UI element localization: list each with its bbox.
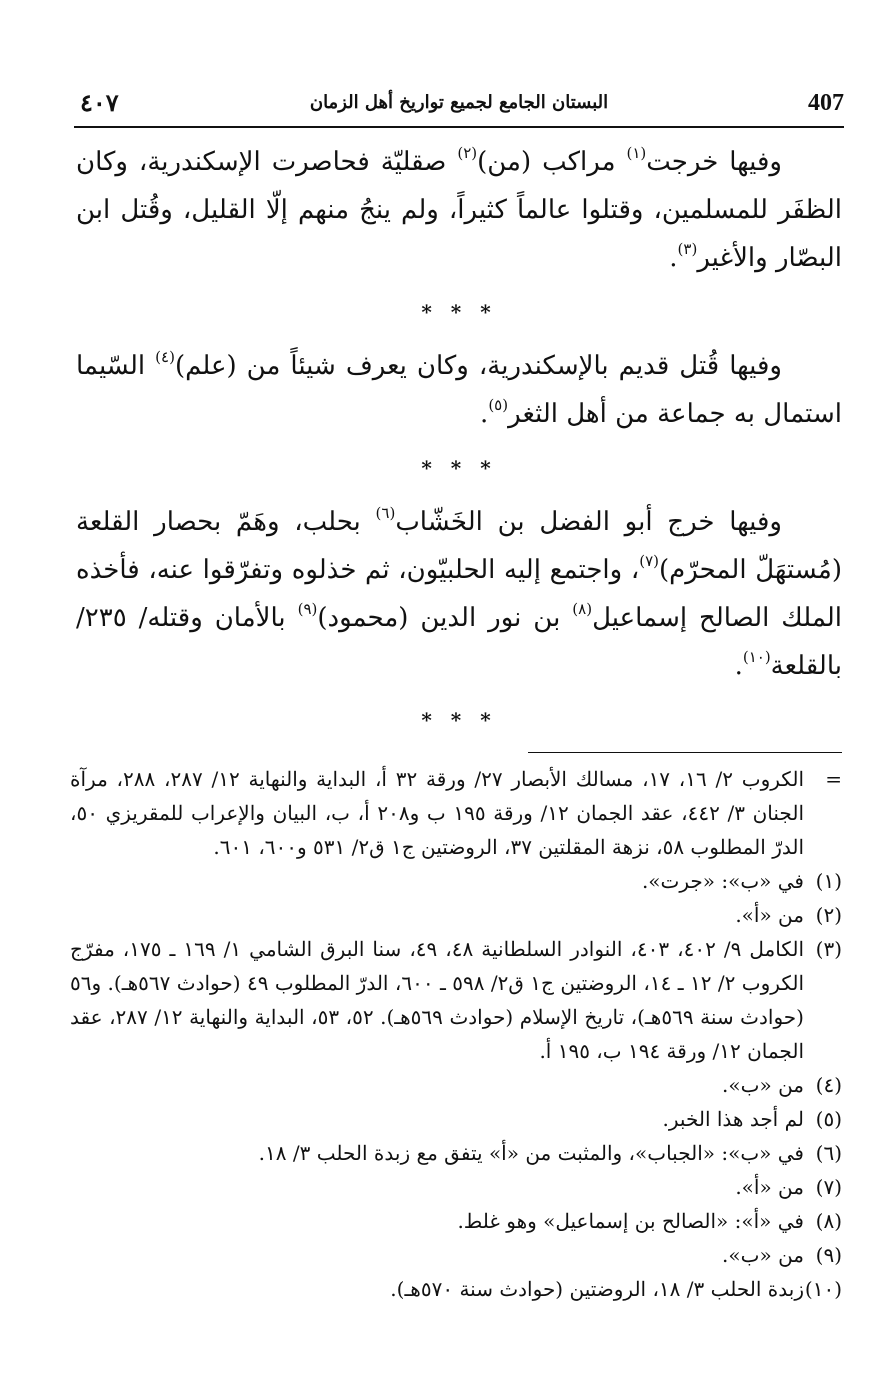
section-separator: * * * [421,300,497,324]
running-header [74,86,844,126]
footnote-mark: (٦) [815,1141,842,1165]
footnote-ref: (١) [626,144,647,162]
footnote-text: من «أ». [735,903,804,927]
footnote-text: الكروب ٢/ ١٦، ١٧، مسالك الأبصار ٢٧/ ورقة ٣٢ أ، البداية والنهاية ١٢/ ٢٨٧، ٢٨٨، مرآة الجنان ٣/ ٤٤٢، عقد الجمان ١٢/ ورقة ١٩٥ ب و٢٠٨ أ، ب، البيان والإعراب للمقريزي ٥٠، الدرّ المطلوب ٥٨، نزهة المقلتين ٣٧، الروضتين ج١ ق٢/ ٥٣١ و٦٠٠، ٦٠١. [70,767,804,859]
footnote-ref: (١٠) [742,648,771,666]
footnote-text: في «ب»: «الجباب»، والمثبت من «أ» يتفق مع زبدة الحلب ٣/ ١٨. [258,1141,804,1165]
book-title: البستان الجامع لجميع تواريخ أهل الزمان [309,92,609,113]
page-number-latin: 407 [808,90,844,116]
footnote [70,932,842,1068]
header-rule [74,126,844,128]
footnote-text: لم أجد هذا الخبر. [662,1107,804,1131]
section-separator: * * * [421,708,497,732]
footnote-text: الكامل ٩/ ٤٠٢، ٤٠٣، النوادر السلطانية ٤٨، ٤٩، سنا البرق الشامي ١/ ١٦٩ ـ ١٧٥، مفرّج الكروب ٢/ ١٢ ـ ١٤، الروضتين ج١ ق٢/ ٥٩٨ ـ ٦٠٠، الدرّ المطلوب ٤٩ (حوادث ٥٦٧هـ). و٥٦ (حوادث سنة ٥٦٩هـ)، تاريخ الإسلام (حوادث ٥٦٩هـ). ٥٢، ٥٣، البداية والنهاية ١٢/ ٢٨٧، عقد الجمان ١٢/ ورقة ١٩٤ ب، ١٩٥ أ. [70,937,805,1063]
footnote-text: في «ب»: «جرت». [641,869,804,893]
footnote [70,864,842,898]
footnote-text: من «ب». [722,1243,804,1267]
footnote-ref: (٢) [457,144,478,162]
paragraph-1: وفيها خرجت$^{(١)}$ مراكب (من)$^{(٢)}$ صقليّة فحاصرت الإسكندرية، وكان الظفَر للمسلمين، وقتلوا عالماً كثيراً، ولم ينجُ منهم إلّا القليل، وقُتل ابن البصّار والأغير$^{(٣)}$. [76,144,842,273]
footnote-mark: = [825,767,842,791]
main-text [76,138,842,750]
footnote [70,1238,842,1272]
paragraph-3: وفيها خرج أبو الفضل بن الخَشّاب$^{(٦)}$ بحلب، وهَمّ بحصار القلعة (مُستهَلّ المحرّم)$^{(٧)}$، واجتمع إليه الحلبيّون، ثم خذلوه وتفرّقوا عنه، فأخذه الملك الصالح إسماعيل$^{(٨)}$ بن نور الدين (محمود)$^{(٩)}$ بالأمان وقتله/ ٢٣٥/ بالقلعة$^{(١٠)}$. [76,504,843,681]
paragraph-2: وفيها قُتل قديم بالإسكندرية، وكان يعرف شيئاً من (علم)$^{(٤)}$ السّيما استمال به جماعة من أهل الثغر$^{(٥)}$. [76,348,842,429]
footnote-mark: (١٠) [804,1277,842,1301]
footnote-text: في «أ»: «الصالح بن إسماعيل» وهو غلط. [457,1209,804,1233]
footnote-text: زبدة الحلب ٣/ ١٨، الروضتين (حوادث سنة ٥٧٠هـ). [390,1277,804,1301]
footnote-mark: (٨) [815,1209,842,1233]
footnote-ref: (٧) [639,552,659,570]
footnote-mark: (٣) [815,937,842,961]
footnote-mark: (٧) [815,1175,842,1199]
footnote [70,898,842,932]
section-separator: * * * [421,456,497,480]
footnotes [70,762,842,1306]
page-number-arabic: ٤٠٧ [80,88,119,117]
footnote [70,1170,842,1204]
footnote [70,1136,842,1170]
footnote-mark: (٥) [815,1107,842,1131]
footnote-text: من «أ». [735,1175,804,1199]
footnote [70,1068,842,1102]
footnote-mark: (٢) [815,903,842,927]
footnote-ref: (٩) [297,600,318,618]
footnote-ref: (٤) [155,348,175,366]
footnote-text: من «ب». [722,1073,804,1097]
footnote-mark: (١) [815,869,842,893]
footnote-ref: (٣) [677,240,698,258]
footnote-mark: (٩) [815,1243,842,1267]
footnote-ref: (٥) [488,396,509,414]
footnote [70,762,842,864]
footnote [70,1204,842,1238]
footnote-ref: (٦) [375,504,396,522]
footnote [70,1272,842,1306]
footnote-mark: (٤) [815,1073,842,1097]
footnote [70,1102,842,1136]
footnote-rule [528,752,842,753]
footnote-ref: (٨) [572,600,593,618]
